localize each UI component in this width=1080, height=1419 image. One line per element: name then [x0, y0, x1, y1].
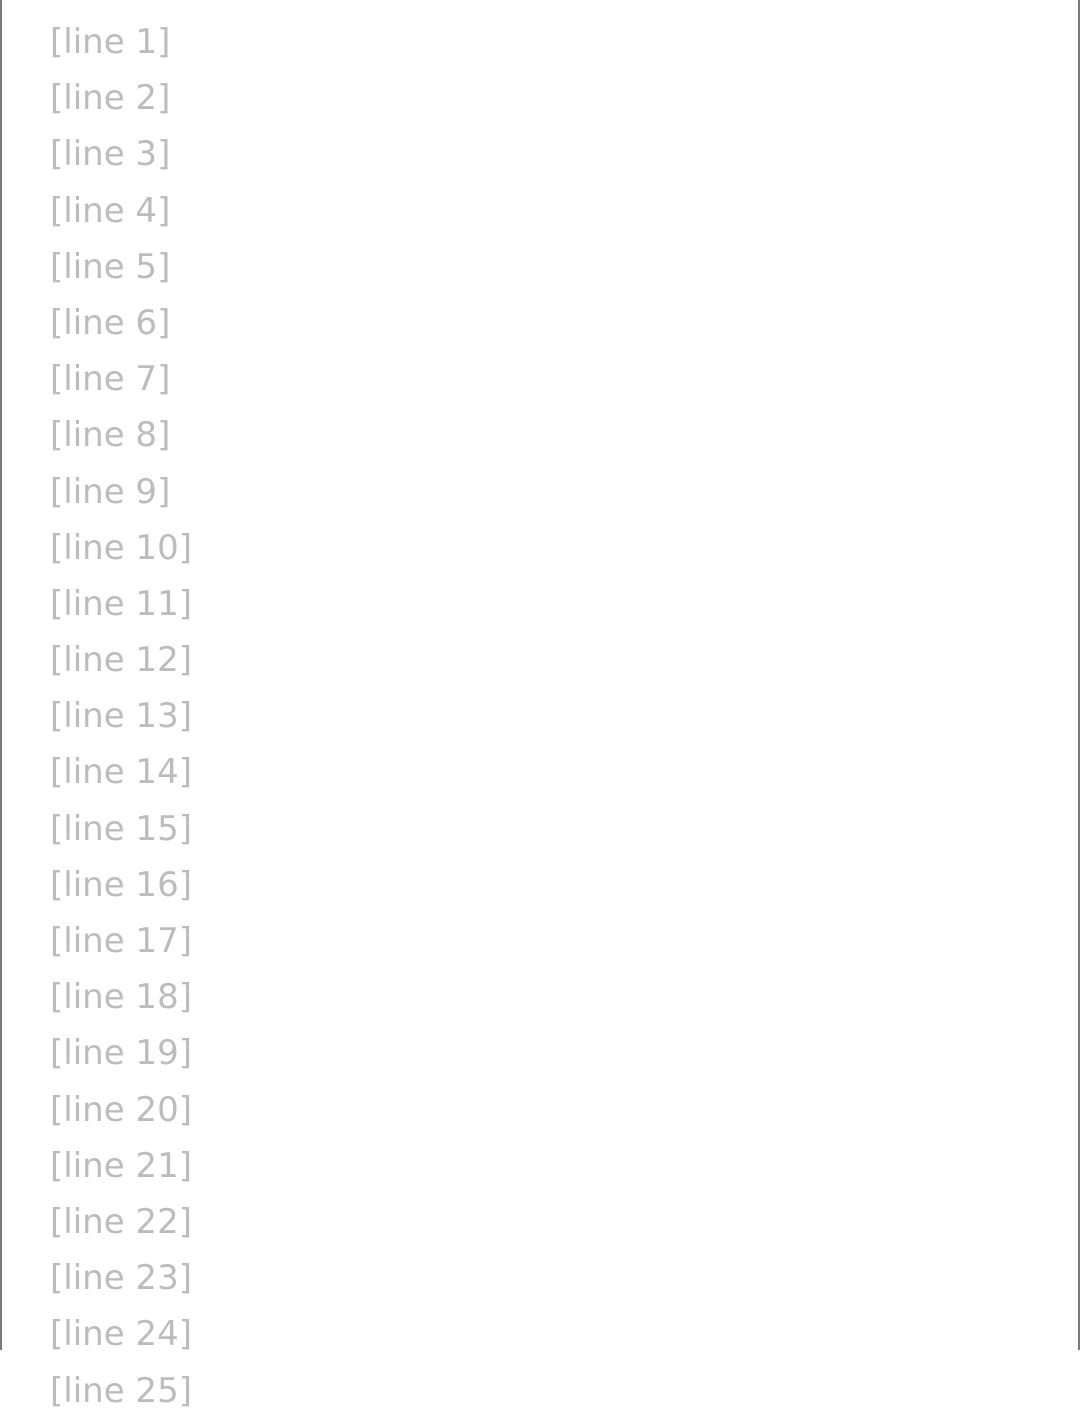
text-line: [line 25] — [50, 1370, 192, 1411]
text-line: [line 15] — [50, 808, 192, 849]
text-line: [line 21] — [50, 1145, 192, 1186]
text-line: [line 1] — [50, 22, 171, 62]
text-line: [line 19] — [50, 1033, 192, 1074]
text-line: [line 6] — [50, 302, 171, 343]
text-line: [line 8] — [50, 415, 171, 456]
text-line: [line 3] — [50, 134, 171, 175]
text-line: [line 13] — [50, 696, 192, 737]
text-line: [line 11] — [50, 583, 192, 624]
text-line: [line 4] — [50, 190, 171, 231]
text-line: [line 20] — [50, 1089, 192, 1130]
text-line: [line 18] — [50, 977, 192, 1018]
text-line: [line 17] — [50, 921, 192, 961]
text-line: [line 10] — [50, 527, 192, 568]
text-body — [50, 14, 1050, 1411]
text-line: [line 7] — [50, 359, 171, 400]
text-line: [line 5] — [50, 246, 171, 287]
text-line: [line 16] — [50, 864, 192, 905]
text-line: [line 24] — [50, 1314, 192, 1355]
text-line: [line 14] — [50, 752, 192, 793]
text-line: [line 9] — [50, 471, 171, 512]
text-line: [line 2] — [50, 78, 171, 119]
text-line: [line 23] — [50, 1258, 192, 1299]
text-line: [line 12] — [50, 640, 192, 681]
text-line: [line 22] — [50, 1201, 192, 1242]
